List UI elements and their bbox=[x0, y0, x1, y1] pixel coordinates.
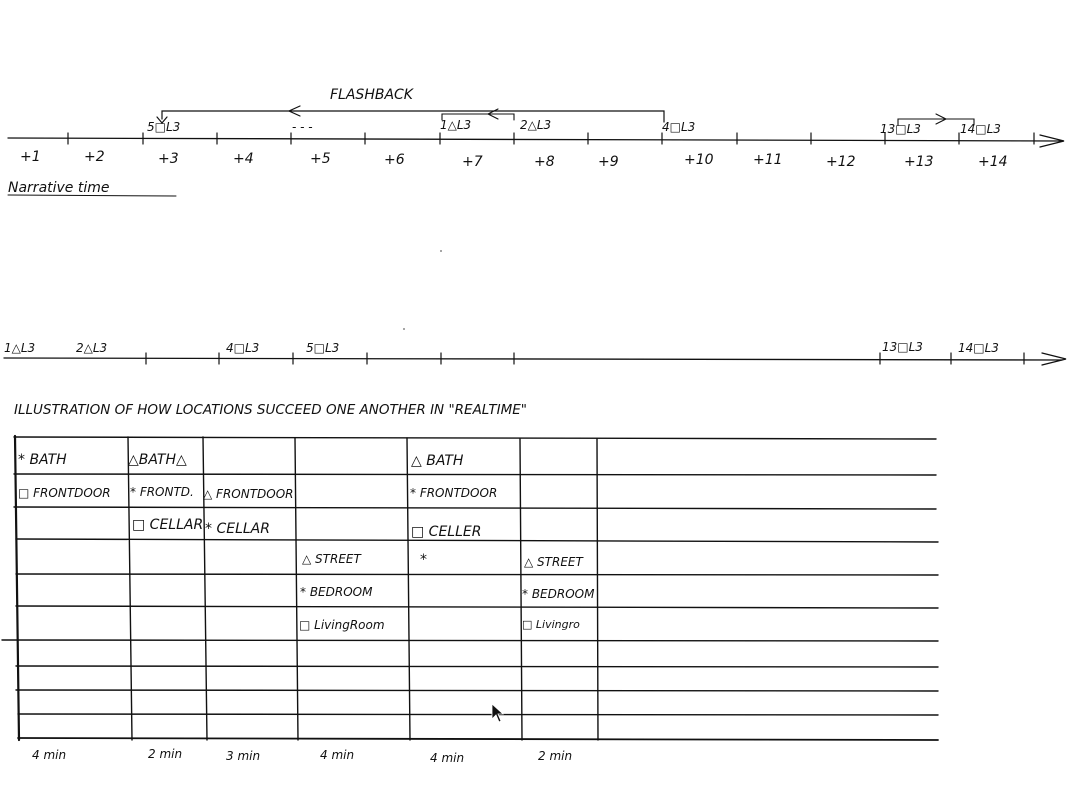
marker-label: 1△L3 bbox=[440, 118, 472, 132]
tick-label: +9 bbox=[598, 154, 619, 170]
tick-label: +14 bbox=[978, 154, 1008, 170]
duration-label: 2 min bbox=[538, 749, 573, 763]
marker-label: 4□L3 bbox=[226, 341, 260, 355]
narrative-time-label: Narrative time bbox=[8, 180, 110, 196]
marker-label: 2△L3 bbox=[520, 118, 552, 132]
duration-labels bbox=[32, 747, 572, 765]
table-cell: △BATH△ bbox=[128, 452, 187, 468]
duration-label: 2 min bbox=[148, 747, 183, 761]
flashback-arrows bbox=[157, 87, 974, 125]
flashback-label: FLASHBACK bbox=[330, 87, 413, 103]
marker-label: 2△L3 bbox=[76, 341, 108, 355]
table-cell: □ FRONTDOOR bbox=[18, 486, 111, 500]
top-timeline bbox=[8, 87, 1064, 196]
illustration-title: ILLUSTRATION OF HOW LOCATIONS SUCCEED ONE ANOTHER IN "REALTIME" bbox=[14, 402, 528, 418]
table-cell: * FRONTDOOR bbox=[410, 486, 498, 500]
ink-speck bbox=[403, 328, 405, 330]
bottom-location-markers bbox=[4, 340, 999, 355]
top-location-markers bbox=[147, 118, 1001, 136]
table-cell: * BEDROOM bbox=[522, 587, 595, 601]
marker-label: 5□L3 bbox=[147, 120, 181, 134]
table-cell: △ STREET bbox=[302, 552, 361, 566]
tick-label: +6 bbox=[384, 152, 405, 168]
top-axis-line bbox=[8, 138, 1062, 141]
table-cell: * CELLAR bbox=[205, 521, 270, 537]
duration-label: 4 min bbox=[320, 748, 355, 762]
table-cell: △ STREET bbox=[524, 555, 583, 569]
marker-label: 13□L3 bbox=[880, 122, 921, 136]
duration-label: 3 min bbox=[226, 749, 261, 763]
location-table bbox=[2, 436, 938, 765]
table-cell: □ CELLER bbox=[411, 524, 482, 540]
tick-label: +3 bbox=[158, 151, 179, 167]
table-cell: □ Livingro bbox=[522, 618, 580, 631]
table-cell: * bbox=[420, 552, 427, 568]
duration-label: 4 min bbox=[32, 748, 67, 762]
flashback-bracket bbox=[162, 111, 664, 122]
tick-label: +2 bbox=[84, 149, 105, 165]
tick-label: +10 bbox=[684, 152, 714, 168]
bottom-timeline bbox=[4, 340, 1066, 365]
table-cell: □ LivingRoom bbox=[299, 618, 385, 632]
tick-label: +7 bbox=[462, 154, 483, 170]
tick-label: +4 bbox=[233, 151, 254, 167]
tick-label: +13 bbox=[904, 154, 934, 170]
table-cell: △ BATH bbox=[411, 453, 464, 469]
table-cell: * FRONTD. bbox=[130, 485, 194, 499]
duration-label: 4 min bbox=[430, 751, 465, 765]
bottom-axis-arrowhead bbox=[1042, 353, 1066, 365]
table-cell: * BEDROOM bbox=[300, 585, 373, 599]
table-horizontal-lines bbox=[2, 437, 938, 740]
ink-speck bbox=[440, 250, 442, 252]
marker-label: 14□L3 bbox=[958, 341, 999, 355]
bottom-axis-line bbox=[4, 358, 1062, 360]
marker-label: 13□L3 bbox=[882, 340, 923, 354]
marker-label: 14□L3 bbox=[960, 122, 1001, 136]
tick-label: +1 bbox=[20, 149, 41, 165]
table-cell: □ CELLAR bbox=[132, 517, 204, 533]
marker-label: 5□L3 bbox=[306, 341, 340, 355]
tick-label: +5 bbox=[310, 151, 331, 167]
tick-label: +8 bbox=[534, 154, 555, 170]
mouse-cursor-icon bbox=[491, 703, 505, 723]
tick-label: +12 bbox=[826, 154, 856, 170]
marker-label: - - - bbox=[292, 120, 313, 134]
top-tick-labels bbox=[20, 149, 1008, 170]
tick-label: +11 bbox=[753, 152, 783, 168]
marker-label: 1△L3 bbox=[4, 341, 36, 355]
table-cell: △ FRONTDOOR bbox=[203, 487, 294, 501]
table-cell: * BATH bbox=[18, 452, 67, 468]
marker-label: 4□L3 bbox=[662, 120, 696, 134]
